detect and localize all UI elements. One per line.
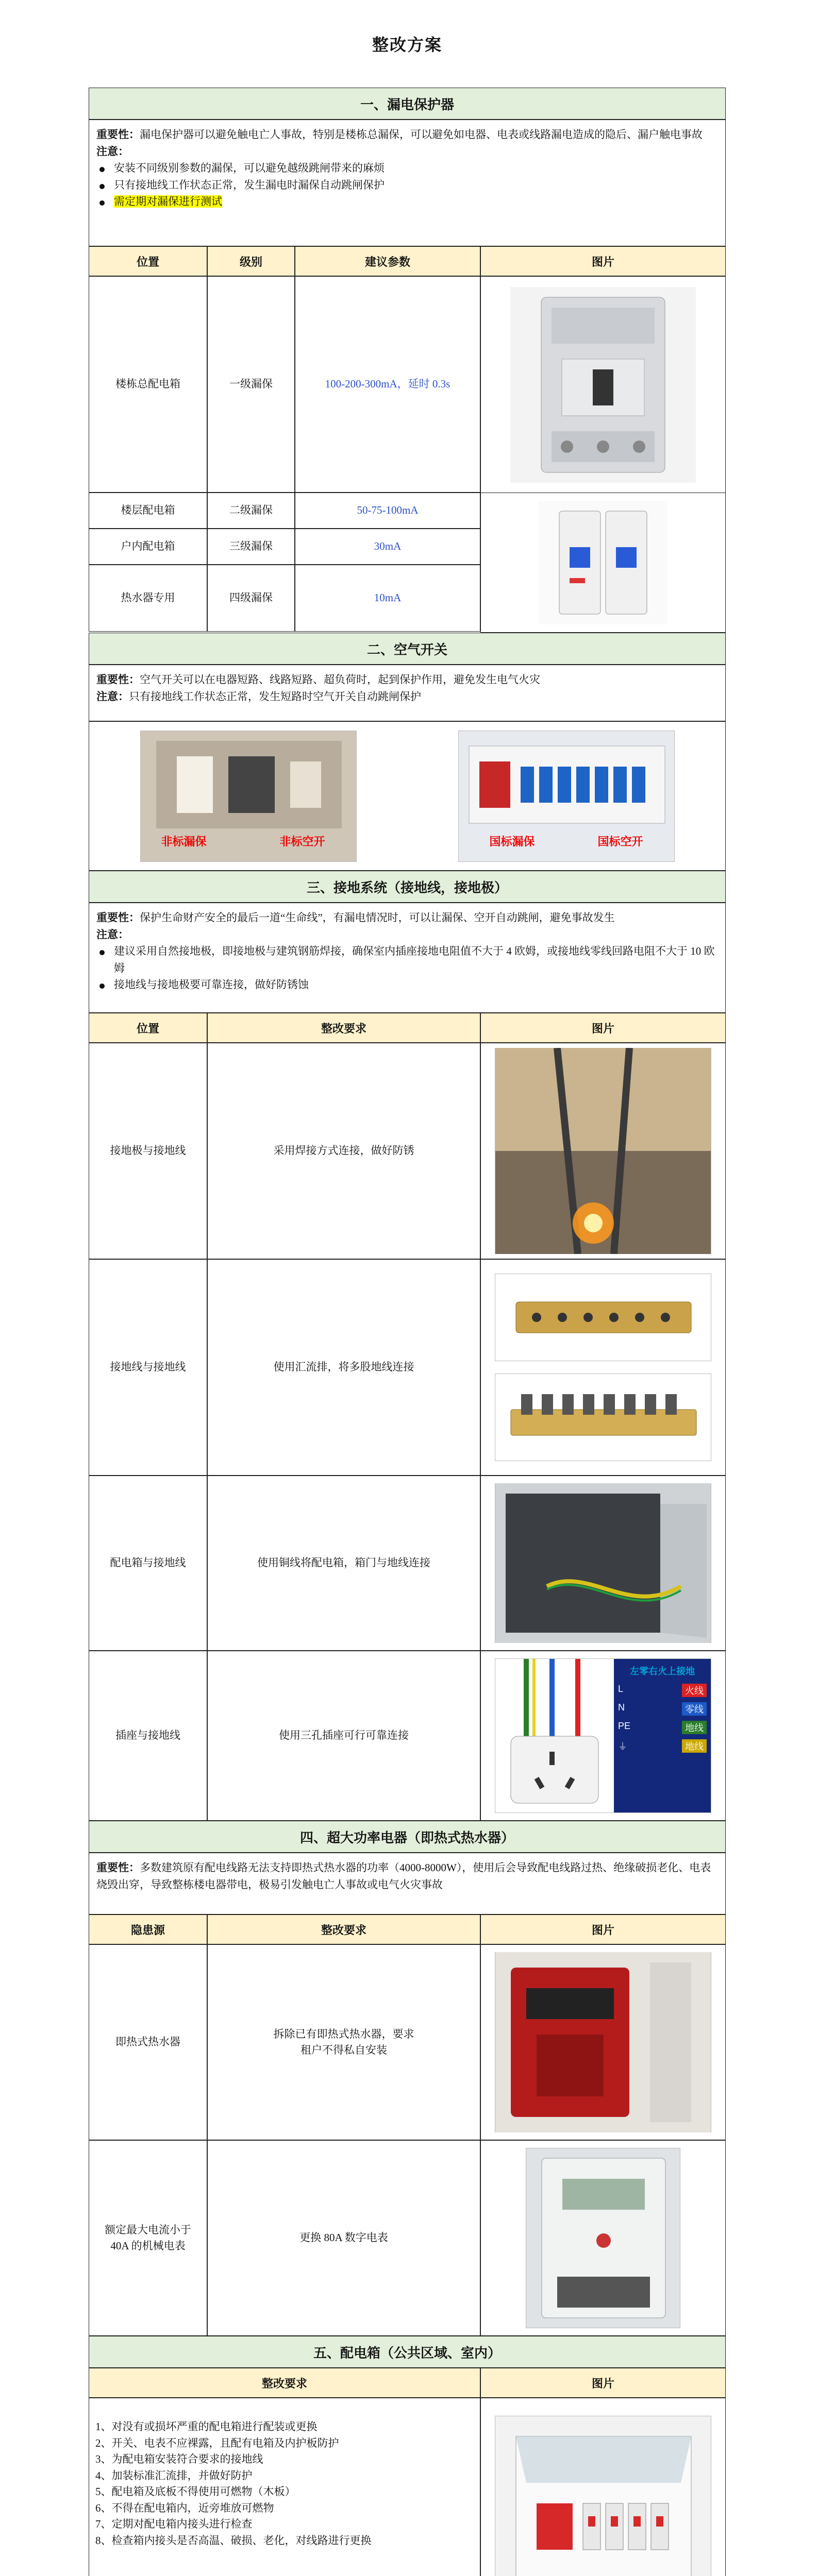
param-cell: 30mA <box>295 529 480 565</box>
label-standard-mcb: 国标空开 <box>597 835 643 848</box>
list-item: 5、配电箱及底板不得使用可燃物（木板） <box>95 2485 296 2498</box>
table-header <box>89 2368 726 2398</box>
col-header: 整改要求 <box>89 2368 480 2398</box>
breaker-comparison <box>89 721 726 871</box>
section-3-intro <box>89 903 726 1013</box>
notes-label: 注意： <box>96 928 129 941</box>
notes-text: 只有接地线工作状态正常，发生短路时空气开关自动跳闸保护 <box>129 690 421 703</box>
table-row <box>89 493 480 529</box>
list-item: 7、定期对配电箱内接头进行检查 <box>95 2518 253 2530</box>
section-heading-4: 四、超大功率电器（即热式热水器） <box>89 1821 726 1853</box>
col-header: 整改要求 <box>207 1914 480 1944</box>
importance-text: 空气开关可以在电器短路、线路短路、超负荷时，起到保护作用，避免发生电气火灾 <box>140 673 540 686</box>
level-cell: 三级漏保 <box>207 529 295 565</box>
location-cell: 额定最大电流小于 40A 的机械电表 <box>89 2140 207 2336</box>
label-standard-rcd: 国标漏保 <box>489 835 535 848</box>
distribution-box-photo <box>495 2416 711 2576</box>
legend-row: L 火线 <box>618 1684 707 1697</box>
location-cell: 楼栋总配电箱 <box>89 276 207 493</box>
page-title: 整改方案 <box>372 36 442 54</box>
section-heading-3: 三、接地系统（接地线，接地极） <box>89 871 726 903</box>
location-cell: 楼层配电箱 <box>89 493 207 529</box>
socket-wiring-diagram <box>495 1658 711 1813</box>
requirement-cell: 采用焊接方式连接，做好防锈 <box>207 1043 480 1259</box>
welding-photo <box>495 1048 711 1254</box>
notes-label: 注意： <box>96 690 129 703</box>
level-cell: 一级漏保 <box>207 276 295 493</box>
section-1-intro <box>89 120 726 246</box>
list-item: 4、加装标准汇流排，并做好防护 <box>95 2469 253 2482</box>
note-item: 建议采用自然接地极，即接地极与建筑钢筋焊接，确保室内插座接地电阻值不大于 4 欧姆，或接地线零线回路电阻不大于 10 欧姆 <box>96 943 718 976</box>
param-cell: 50-75-100mA <box>295 493 480 529</box>
water-heater-photo <box>495 1952 711 2132</box>
importance-label: 重要性： <box>96 128 140 141</box>
section-heading-1: 一、漏电保护器 <box>89 88 726 120</box>
list-item: 8、检查箱内接头是否高温、破损、老化，对线路进行更换 <box>95 2534 372 2547</box>
legend-row: PE 地线 <box>618 1721 707 1734</box>
digital-meter-photo <box>526 2148 680 2328</box>
busbar-photo-2 <box>495 1374 711 1461</box>
section-heading-5: 五、配电箱（公共区域、室内） <box>89 2336 726 2368</box>
table-row <box>89 1476 726 1651</box>
col-header: 位置 <box>89 1013 207 1043</box>
label-nonstandard-mcb: 非标空开 <box>279 835 325 848</box>
legend-row: ⏚ 地线 <box>618 1739 707 1753</box>
panel-ground-photo <box>495 1483 711 1643</box>
col-header: 隐患源 <box>89 1914 207 1944</box>
requirement-cell: 使用三孔插座可行可靠连接 <box>207 1651 480 1821</box>
table-row <box>89 529 480 565</box>
note-item: 安装不同级别参数的漏保，可以避免越级跳闸带来的麻烦 <box>96 160 718 177</box>
importance-text: 漏电保护器可以避免触电亡人事故，特别是楼栋总漏保，可以避免如电器、电表或线路漏电造成的隐后、漏户触电事故 <box>140 128 703 141</box>
table-row <box>89 1259 726 1476</box>
label-nonstandard-rcd: 非标漏保 <box>161 835 207 848</box>
standard-breaker-photo <box>458 731 675 862</box>
importance-text: 保护生命财产安全的最后一道“生命线”，有漏电情况时，可以让漏保、空开自动跳闸，避免事故发生 <box>140 911 615 924</box>
nonstandard-breaker-photo <box>140 731 357 862</box>
requirement-cell: 拆除已有即热式热水器，要求租户不得私自安装 <box>207 1944 480 2140</box>
requirement-cell: 更换 80A 数字电表 <box>207 2140 480 2336</box>
col-header: 图片 <box>480 1914 726 1944</box>
document <box>89 0 726 2576</box>
location-cell: 热水器专用 <box>89 565 207 632</box>
legend-row: N 零线 <box>618 1702 707 1716</box>
table-header <box>89 1914 726 1944</box>
col-header: 建议参数 <box>295 246 480 276</box>
col-header: 级别 <box>207 246 295 276</box>
list-item: 1、对没有或损坏严重的配电箱进行配装或更换 <box>95 2420 318 2433</box>
importance-text: 多数建筑原有配电线路无法支持即热式热水器的功率（4000-8000W），使用后会导致配电线路过热、绝缘破损老化、电表烧毁出穿，导致整栋楼电器带电，极易引发触电亡人事故或电气火灾事故 <box>96 1861 711 1891</box>
location-cell: 接地极与接地线 <box>89 1043 207 1259</box>
table-row <box>89 2140 726 2336</box>
param-cell: 100-200-300mA，延时 0.3s <box>295 276 480 493</box>
col-header: 图片 <box>480 1013 726 1043</box>
list-item: 2、开关、电表不应裸露，且配有电箱及内护板防护 <box>95 2436 339 2449</box>
table-row <box>89 2398 726 2576</box>
note-item-highlighted: 需定期对漏保进行测试 <box>114 195 222 208</box>
col-header: 位置 <box>89 246 207 276</box>
note-item: 只有接地线工作状态正常，发生漏电时漏保自动跳闸保护 <box>96 177 718 194</box>
note-item: 接地线与接地极要可靠连接，做好防锈蚀 <box>96 976 718 993</box>
col-header: 整改要求 <box>207 1013 480 1043</box>
notes-label: 注意： <box>96 145 129 158</box>
table-row <box>89 1651 726 1821</box>
requirement-cell: 使用汇流排，将多股地线连接 <box>207 1259 480 1476</box>
location-cell: 配电箱与接地线 <box>89 1476 207 1651</box>
col-header: 图片 <box>480 246 726 276</box>
busbar-photo-1 <box>495 1274 711 1361</box>
table-row <box>89 565 480 632</box>
importance-label: 重要性： <box>96 911 140 924</box>
list-item: 3、为配电箱安装符合要求的接地线 <box>95 2453 263 2465</box>
table-row <box>89 276 480 493</box>
location-cell: 户内配电箱 <box>89 529 207 565</box>
table-header <box>89 246 726 276</box>
col-header: 图片 <box>480 2368 726 2398</box>
param-cell: 10mA <box>295 565 480 632</box>
level-cell: 四级漏保 <box>207 565 295 632</box>
importance-label: 重要性： <box>96 673 140 686</box>
importance-label: 重要性： <box>96 1861 140 1874</box>
location-cell: 即热式热水器 <box>89 1944 207 2140</box>
table-row <box>89 1043 726 1259</box>
leakage-breaker-photo <box>510 287 696 483</box>
list-item: 6、不得在配电箱内，近旁堆放可燃物 <box>95 2501 274 2514</box>
section-heading-2: 二、空气开关 <box>89 633 726 665</box>
requirement-cell: 使用铜线将配电箱，箱门与地线连接 <box>207 1476 480 1651</box>
section-2-intro <box>89 665 726 721</box>
diagram-title: 左零右火上接地 <box>630 1666 695 1676</box>
socket-graphic <box>495 1659 614 1814</box>
table-header <box>89 1013 726 1043</box>
section-4-intro <box>89 1853 726 1914</box>
location-cell: 插座与接地线 <box>89 1651 207 1821</box>
level-cell: 二级漏保 <box>207 493 295 529</box>
small-breaker-photo <box>539 501 667 624</box>
distribution-box-requirements <box>89 2398 480 2576</box>
location-cell: 接地线与接地线 <box>89 1259 207 1476</box>
table-row <box>89 1944 726 2140</box>
